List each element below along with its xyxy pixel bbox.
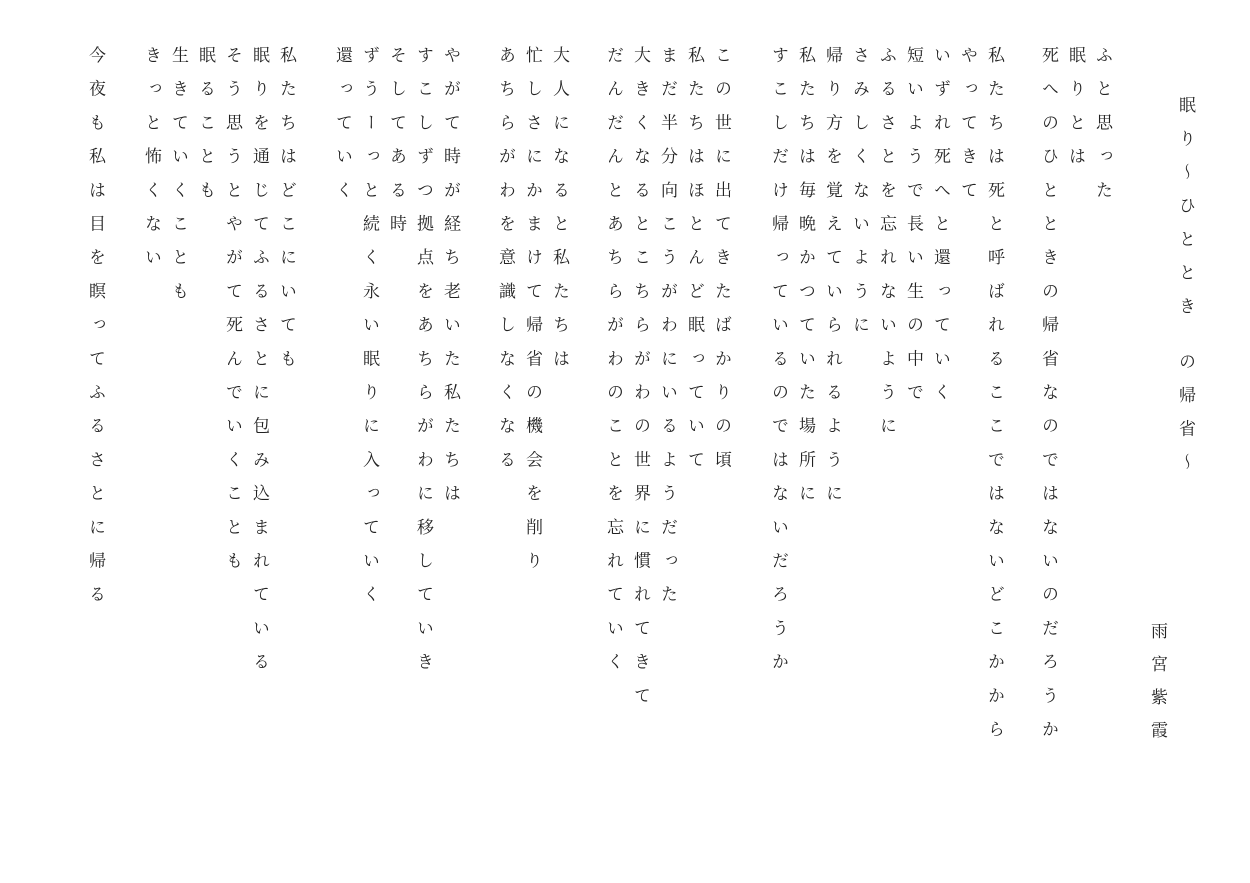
poem-line: 眠ることも — [195, 46, 215, 215]
poem-line: 還っていく — [332, 46, 352, 215]
poem-line: 生きていくことも — [168, 46, 188, 316]
poem-line: だんだんとあちらがわのことを忘れていく — [603, 46, 623, 687]
poem-line: 短いようで長い生の中で — [903, 46, 923, 417]
poem-line: まだ半分向こうがわにいるようだった — [657, 46, 677, 619]
poem-line: 今夜も私は目を瞑ってふるさとに帰る — [85, 46, 105, 619]
poem-line: ふるさとを忘れないように — [876, 46, 896, 451]
poem-line: そう思うとやがて死んでいくことも — [222, 46, 242, 586]
poem-line: 私たちはほとんど眠っていて — [684, 46, 704, 485]
poem-line: ふと思った — [1092, 46, 1112, 215]
poem-line: すこしずつ拠点をあちらがわに移していき — [413, 46, 433, 687]
poem-line: この世に出てきたばかりの頃 — [711, 46, 731, 485]
author-name: 雨宮紫霞 — [1147, 622, 1167, 754]
poem-line: やってきて — [957, 46, 977, 215]
poem-line: さみしくないように — [849, 46, 869, 350]
poem-line: 大きくなるとこちらがわの世界に慣れてきて — [630, 46, 650, 720]
poem-line: 私たちは死と呼ばれるここではないどこかから — [984, 46, 1004, 754]
poem-line: 私たちは毎晩かつていた場所に — [795, 46, 815, 518]
poem-line: 帰り方を覚えていられるように — [822, 46, 842, 518]
poem-line: 死へのひとときの帰省なのではないのだろうか — [1038, 46, 1058, 754]
poem-line: 忙しさにかまけて帰省の機会を削り — [522, 46, 542, 586]
poem-line: そしてある時 — [386, 46, 406, 249]
poem-line: いずれ死へと還っていく — [930, 46, 950, 417]
poem-line: やがて時が経ち老いた私たちは — [440, 46, 460, 518]
poem-line: 大人になると私たちは — [549, 46, 569, 383]
poem-line: ずうーっと続く永い眠りに入っていく — [359, 46, 379, 619]
poem-line: 眠りを通じてふるさとに包み込まれている — [249, 46, 269, 687]
poem-line: 私たちはどこにいても — [276, 46, 296, 383]
poem-line: きっと怖くない — [141, 46, 161, 282]
poem-title: 眠り〜ひととき の帰省〜 — [1175, 96, 1195, 487]
poem-line: すこしだけ帰っているのではないだろうか — [768, 46, 788, 687]
poem-line: 眠りとは — [1065, 46, 1085, 181]
poem-line: あちらがわを意識しなくなる — [495, 46, 515, 485]
